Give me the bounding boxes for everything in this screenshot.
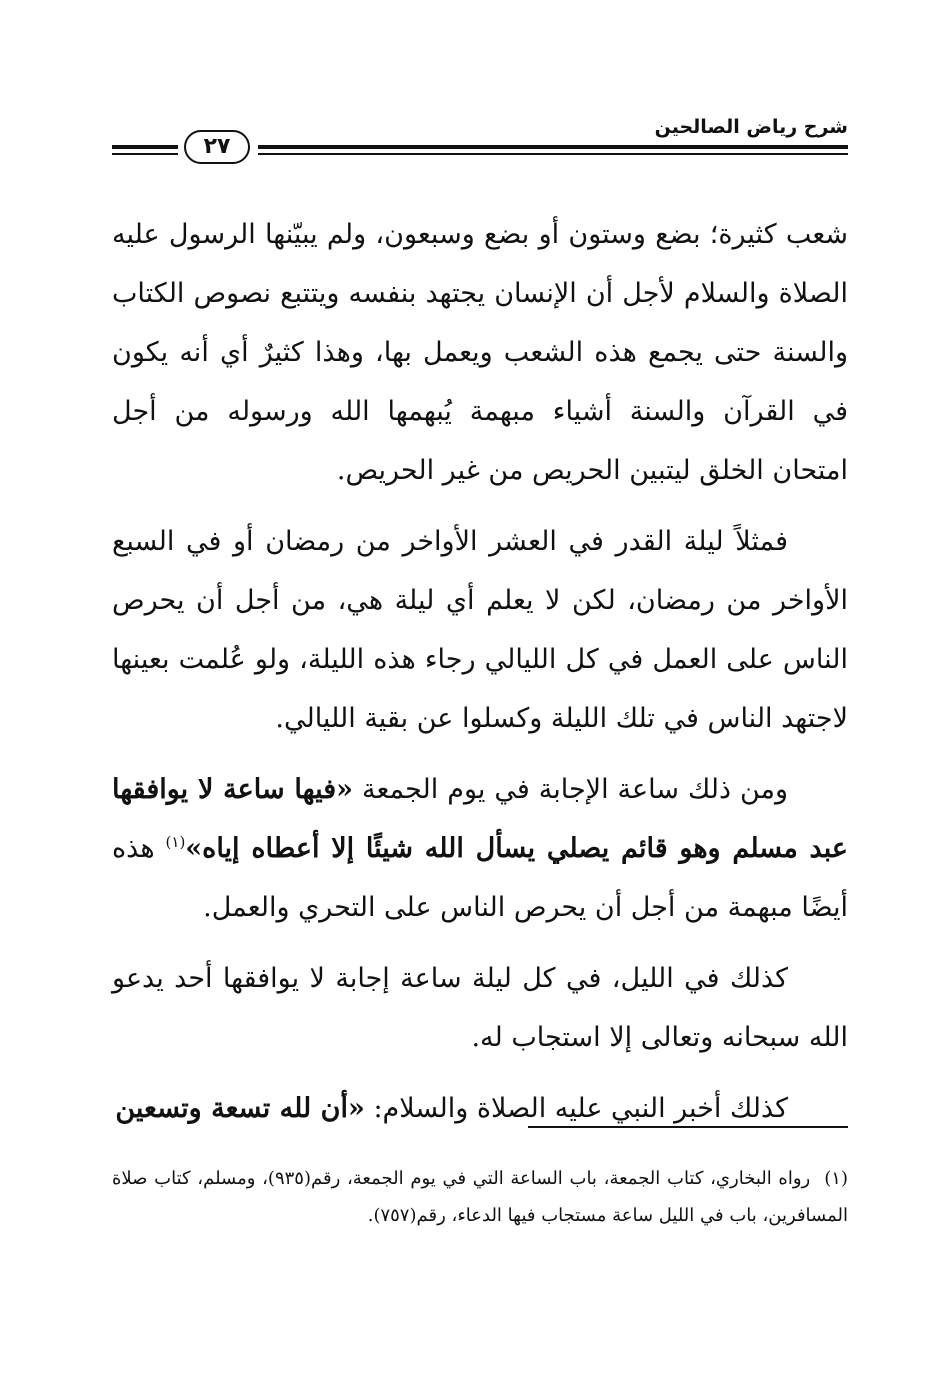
footnote-reference: (١) [165,833,186,851]
footnote-text: رواه البخاري، كتاب الجمعة، باب الساعة التي في يوم الجمعة، رقم(٩٣٥)، ومسلم، كتاب صلاة المسافرين، باب في الليل ساعة مستجاب فيها الدعاء، رقم(٧٥٧). [112,1168,848,1226]
paragraph-text: فمثلاً ليلة القدر في العشر الأواخر من رمضان أو في السبع الأواخر من رمضان، لكن لا يعلم أي ليلة هي، من أجل أن يحرص الناس على العمل في كل الليالي رجاء هذه الليلة، ولو عُلمت بعينها لاجتهد الناس في تلك الليلة وكسلوا عن بقية الليالي. [112,526,848,734]
header-rule-right-thick [258,145,848,149]
main-text [112,205,848,1150]
running-title: شرح رياض الصالحين [654,116,848,138]
paragraph-text: شعب كثيرة؛ بضع وستون أو بضع وسبعون، ولم يبيّنها الرسول عليه الصلاة والسلام لأجل أن الإنسان يجتهد بنفسه ويتتبع نصوص الكتاب والسنة حتى يجمع هذه الشعب ويعمل بها، وهذا كثيرٌ أي أنه يكون في القرآن والسنة أشياء مبهمة يُبهمها الله ورسوله من أجل امتحان الخلق ليتبين الحريص من غير الحريص. [112,219,848,486]
page-header [112,112,848,172]
paragraph [112,760,848,937]
header-rule-right-thin [258,153,848,155]
header-rule-left-thick [112,145,178,149]
paragraph-text: ومن ذلك ساعة الإجابة في يوم الجمعة [362,774,788,805]
paragraph-text: كذلك أخبر النبي عليه الصلاة والسلام: [373,1093,788,1124]
header-rule-left-thin [112,153,178,155]
hadith-quote: «فيها ساعة لا يوافقها عبد مسلم وهو قائم يصلي يسأل الله شيئًا إلا أعطاه إياه» [112,774,848,864]
paragraph [112,949,848,1067]
paragraph-text: كذلك في الليل، في كل ليلة ساعة إجابة لا يوافقها أحد يدعو الله سبحانه وتعالى إلا استجاب له. [112,963,848,1053]
paragraph-text: هذه أيضًا مبهمة من أجل أن يحرص الناس على التحري والعمل. [112,833,848,923]
paragraph [112,512,848,748]
footnote [112,1160,848,1234]
footnote-number: (١) [824,1168,848,1189]
page-number: ٢٧ [184,130,250,164]
paragraph [112,205,848,500]
paragraph [112,1079,848,1138]
footnote-separator [528,1126,848,1128]
hadith-quote: «أن لله تسعة وتسعين [115,1093,365,1124]
